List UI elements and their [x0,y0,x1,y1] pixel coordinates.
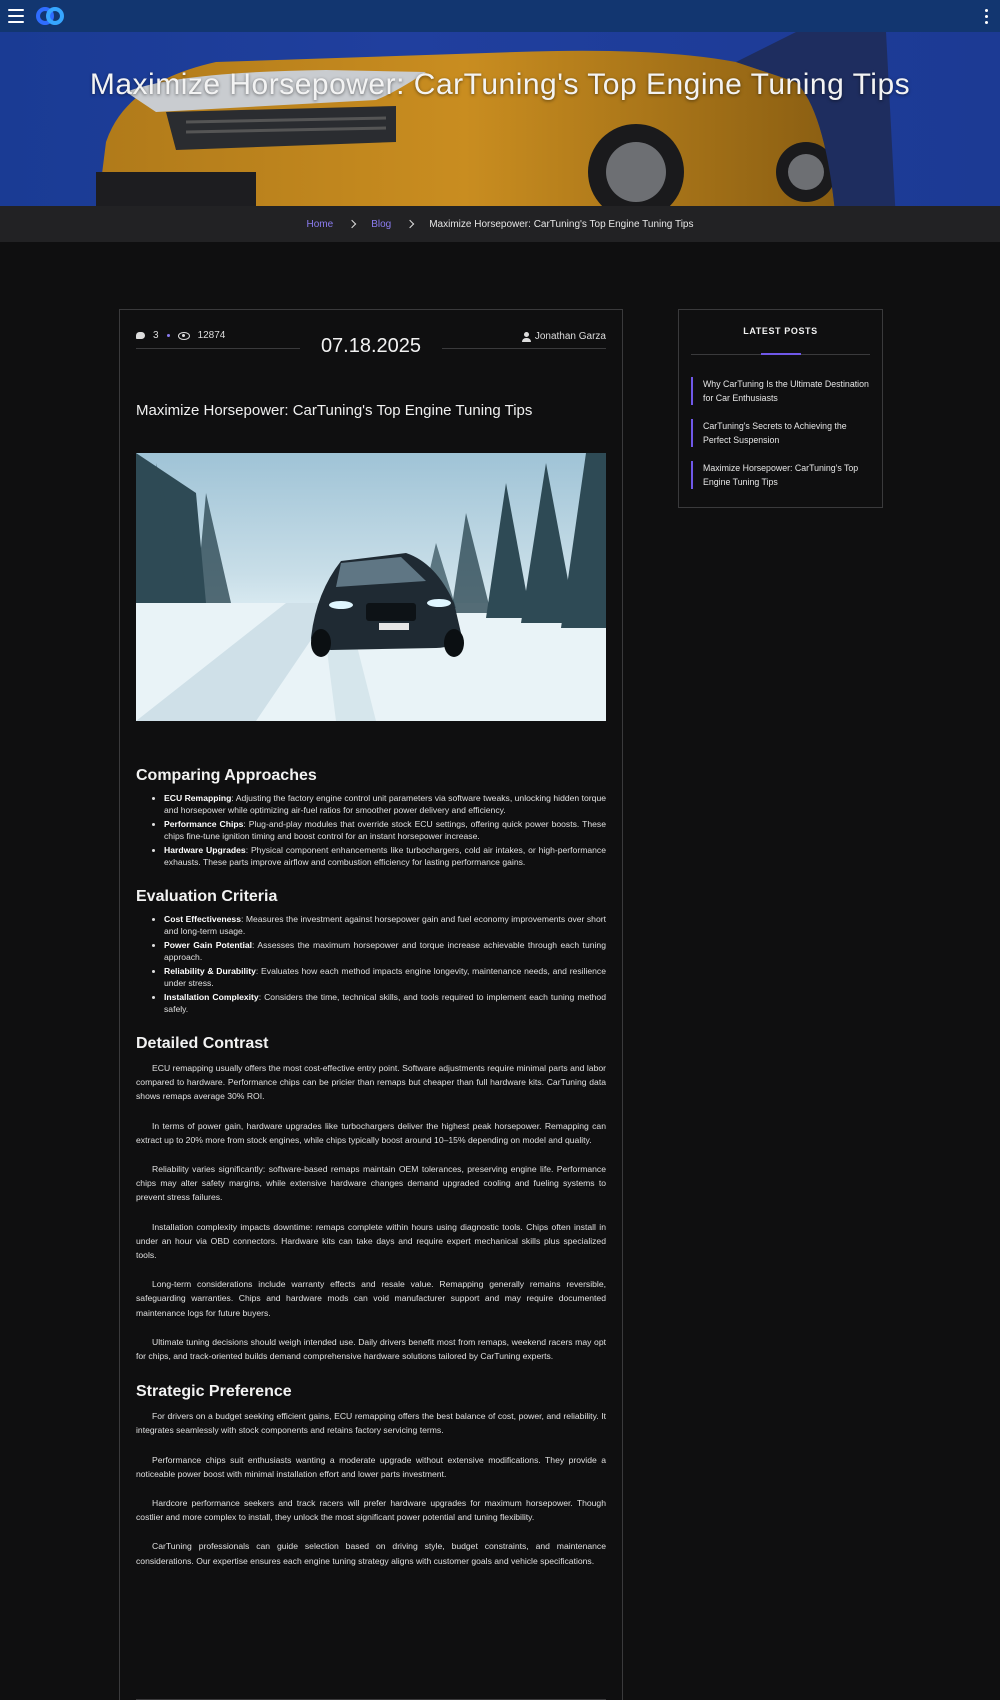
paragraph: Ultimate tuning decisions should weigh intended use. Daily drivers benefit most from remaps, weekend racers may opt for chips, and track-oriented builds demand comprehensive hardware solutions tailored by CarTuning experts. [136,1336,606,1362]
comparing-list [136,793,606,868]
list-item: • Reliability & Durability: Evaluates how each method impacts engine longevity, maintenance needs, and resilience under stress. [164,966,606,989]
article-card [119,309,623,1700]
paragraph: ECU remapping usually offers the most cost-effective entry point. Software adjustments require minimal parts and labor compared to hardware. Performance chips can be pricier than remaps but cheaper than full hardware kits. CarTuning data shows remaps average 30% ROI. [136,1063,606,1102]
latest-posts-divider [691,354,870,355]
latest-posts-widget [678,309,883,508]
meta-divider-right [442,348,606,349]
latest-posts-title: LATEST POSTS [743,326,818,336]
article-image [136,453,606,721]
section-heading-comparing: Comparing Approaches [136,767,317,784]
kebab-icon[interactable] [981,5,992,28]
latest-post-link[interactable]: Maximize Horsepower: CarTuning's Top Engine Tuning Tips [691,461,870,489]
breadcrumb [0,206,1000,242]
criteria-list [136,914,606,1015]
author-name[interactable]: Jonathan Garza [534,331,606,342]
top-bar-left [8,5,68,27]
paragraph: Long-term considerations include warranty effects and resale value. Remapping generally remains reversible, safeguarding warranties. Chips and hardware mods can void manufacturer support and may require documented maintenance logs for future buyers. [136,1279,606,1318]
section-heading-contrast: Detailed Contrast [136,1035,269,1052]
breadcrumb-home-link[interactable]: Home [306,218,334,230]
infinity-logo-icon[interactable] [34,5,68,27]
article-author[interactable] [522,331,606,342]
list-item: • ECU Remapping: Adjusting the factory engine control unit parameters via software tweaks, unlocking hidden torque and horsepower while optimizing air-fuel ratios for smoother power delivery and efficiency. [164,793,606,816]
hamburger-icon[interactable] [8,9,24,23]
breadcrumb-blog-link[interactable]: Blog [371,218,392,230]
paragraph: Performance chips suit enthusiasts wanting a moderate upgrade without extensive modifications. They provide a noticeable power boost with minimal installation effort and lower parts investment. [136,1454,606,1479]
hero-car-image [96,32,896,206]
paragraph: In terms of power gain, hardware upgrades like turbochargers deliver the highest peak horsepower. Remapping can extract up to 20% more from stock engines, while chips typically boost around 10–15% depending on model and quality. [136,1120,606,1145]
comment-count[interactable]: 3 [153,330,159,341]
list-item: • Installation Complexity: Considers the time, technical skills, and tools required to implement each tuning method safely. [164,992,606,1015]
article-title: Maximize Horsepower: CarTuning's Top Engine Tuning Tips [136,402,533,419]
paragraph: Reliability varies significantly: software-based remaps maintain OEM tolerances, preserving engine life. Performance chips may alter safety margins, while extensive hardware changes demand upgraded cooling and fueling systems to prevent stress failures. [136,1164,606,1203]
list-item: • Power Gain Potential: Assesses the maximum horsepower and torque increase achievable through each tuning approach. [164,940,606,963]
article-date: 07.18.2025 [320,335,422,357]
list-item: • Performance Chips: Plug-and-play modules that override stock ECU settings, offering quick power boosts. These chips fine-tune ignition timing and boost control for an instant horsepower increase. [164,819,606,842]
breadcrumb-current: Maximize Horsepower: CarTuning's Top Engine Tuning Tips [429,218,694,230]
article-meta [136,310,606,362]
paragraph: CarTuning professionals can guide selection based on driving style, budget constraints, and maintenance considerations. Our expertise ensures each engine tuning strategy aligns with customer goals and vehicle specifications. [136,1541,606,1566]
list-item: • Cost Effectiveness: Measures the investment against horsepower gain and fuel economy improvements over short and long-term usage. [164,914,606,937]
view-count: 12874 [197,330,226,341]
latest-post-link[interactable]: CarTuning's Secrets to Achieving the Perfect Suspension [691,419,870,447]
section-heading-criteria: Evaluation Criteria [136,888,278,905]
paragraph: For drivers on a budget seeking efficient gains, ECU remapping offers the best balance of cost, power, and reliability. It integrates seamlessly with stock components and retains factory servicing terms. [136,1411,606,1436]
top-bar [0,0,1000,32]
list-item: • Hardware Upgrades: Physical component enhancements like turbochargers, cold air intakes, or high-performance exhausts. These parts improve airflow and combustion efficiency for lasting performance gains. [164,845,606,868]
paragraph: Hardcore performance seekers and track racers will prefer hardware upgrades for maximum horsepower. Though costlier and more complex to install, they unlock the most significant power potential and tuning flexibility. [136,1498,606,1523]
snow-car-image [136,453,606,721]
chevron-right-icon [348,220,356,228]
hero-title: Maximize Horsepower: CarTuning's Top Engine Tuning Tips [89,68,911,101]
section-heading-strategic: Strategic Preference [136,1383,292,1401]
hero-banner [0,32,1000,206]
paragraph: Installation complexity impacts downtime: remaps complete within hours using diagnostic tools. Chips often install in under an hour via OBD connectors. Hardware kits can take days and require expert mechanical skills plus specialized tools. [136,1221,606,1261]
chevron-right-icon [406,220,414,228]
user-icon [522,332,531,342]
latest-posts-list [691,377,870,489]
latest-post-link[interactable]: Why CarTuning Is the Ultimate Destination for Car Enthusiasts [691,377,870,405]
